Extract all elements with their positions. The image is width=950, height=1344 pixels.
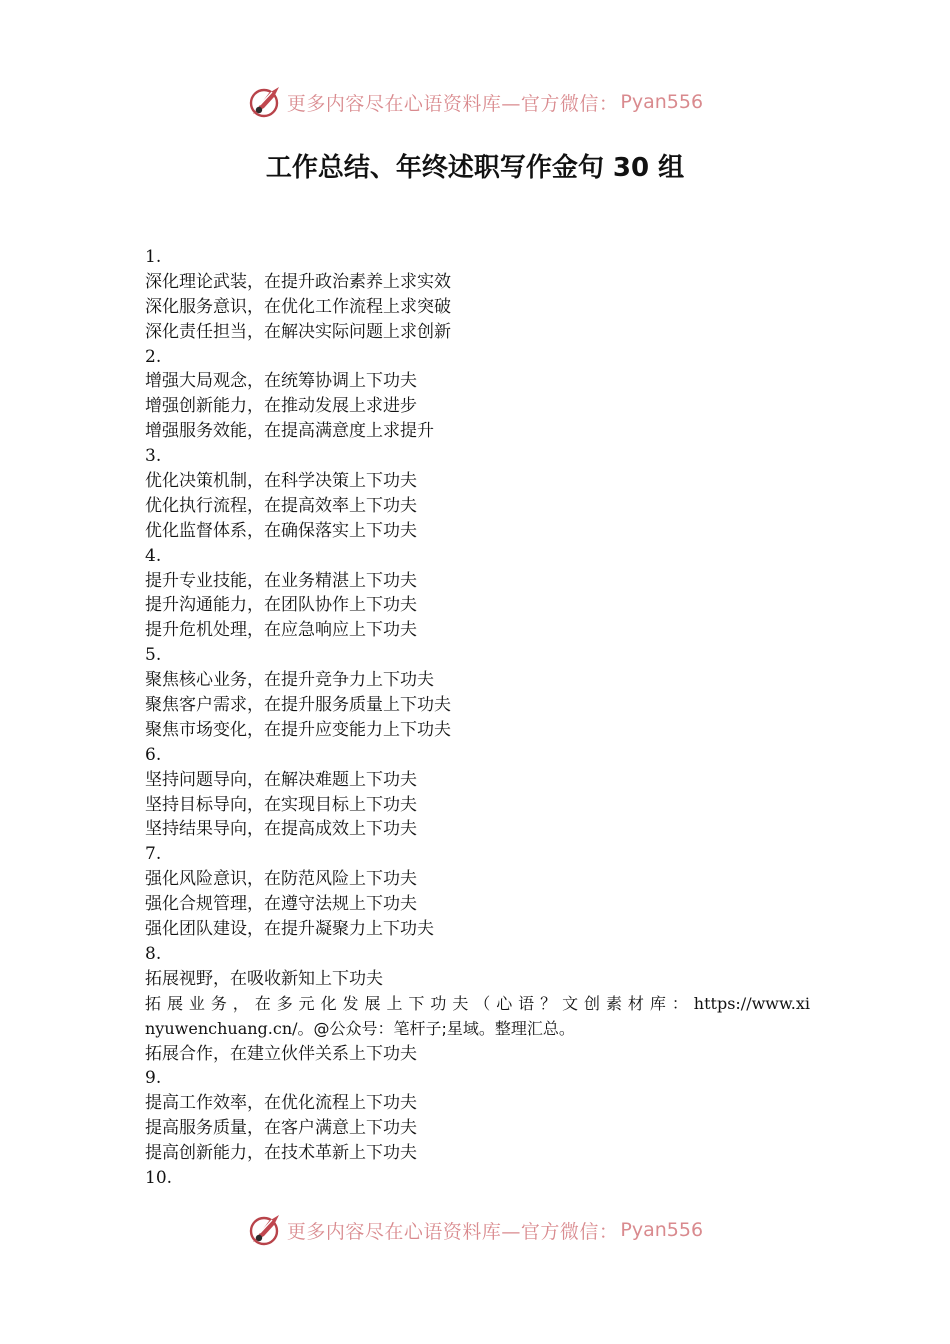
group-number: 4. <box>145 545 162 566</box>
sentence-line: 深化责任担当，在解决实际问题上求创新 <box>145 321 451 342</box>
banner-wechat-id: Pyan556 <box>620 91 704 113</box>
group-number: 5. <box>145 645 162 666</box>
promo-suffix: 。@公众号：笔杆子;星域。整理汇总。 <box>297 1018 575 1038</box>
sentence-line: 提升沟通能力，在团队协作上下功夫 <box>145 595 417 616</box>
group-number: 3. <box>145 446 162 467</box>
sentence-line: 优化决策机制，在科学决策上下功夫 <box>145 471 417 492</box>
group-number: 9. <box>145 1068 162 1089</box>
group-number: 8. <box>145 943 162 964</box>
group-number: 6. <box>145 744 162 765</box>
sentence-line: 提高服务质量，在客户满意上下功夫 <box>145 1118 417 1139</box>
sentence-line: 坚持问题导向，在解决难题上下功夫 <box>145 769 417 790</box>
sentence-line: 拓展视野，在吸收新知上下功夫 <box>145 968 383 989</box>
footer-banner-content <box>247 1212 703 1248</box>
sentence-line: 提升危机处理，在应急响应上下功夫 <box>145 620 417 641</box>
sentence-line: 深化理论武装，在提升政治素养上求实效 <box>145 271 451 292</box>
footer-banner <box>0 1210 950 1250</box>
sentence-line: 拓展合作，在建立伙伴关系上下功夫 <box>145 1043 417 1064</box>
group-number: 1. <box>145 247 162 267</box>
group-number: 2. <box>145 346 162 367</box>
sentence-line: 强化合规管理，在遵守法规上下功夫 <box>145 894 417 915</box>
banner-text: 更多内容尽在心语资料库—官方微信： <box>286 92 619 115</box>
header-banner <box>0 82 950 122</box>
sentence-line: 聚焦客户需求，在提升服务质量上下功夫 <box>145 695 451 716</box>
sentence-line: 优化执行流程，在提高效率上下功夫 <box>145 495 417 516</box>
sentence-line: 聚焦核心业务，在提升竞争力上下功夫 <box>145 670 434 691</box>
sentence-line: 提高工作效率，在优化流程上下功夫 <box>145 1093 417 1114</box>
quill-pen-logo-icon <box>247 1212 283 1248</box>
document-title: 工作总结、年终述职写作金句 30 组 <box>265 153 685 183</box>
sentence-line: 提高创新能力，在技术革新上下功夫 <box>145 1143 417 1164</box>
banner-text: 更多内容尽在心语资料库—官方微信： <box>286 1220 619 1243</box>
sentence-line: 增强大局观念，在统筹协调上下功夫 <box>145 371 417 392</box>
promo-sentence <box>145 992 810 1042</box>
promo-prefix: 拓展业务，在多元化发展上下功夫（心语？文创素材库： <box>145 993 694 1013</box>
banner-wechat-id: Pyan556 <box>620 1219 704 1241</box>
sentence-line: 坚持目标导向，在实现目标上下功夫 <box>145 794 417 815</box>
sentence-line: 提升专业技能，在业务精湛上下功夫 <box>145 570 417 591</box>
sentence-line: 优化监督体系，在确保落实上下功夫 <box>145 520 417 541</box>
sentence-line: 聚焦市场变化，在提升应变能力上下功夫 <box>145 719 451 740</box>
document-body <box>145 245 810 1191</box>
promo-url: https://www.xinyuwenchuang.cn/ <box>145 993 810 1038</box>
quill-pen-logo-icon <box>247 84 283 120</box>
sentence-line: 深化服务意识，在优化工作流程上求突破 <box>145 296 451 317</box>
group-number: 10. <box>145 1167 173 1188</box>
group-number: 7. <box>145 844 162 865</box>
sentence-line: 坚持结果导向，在提高成效上下功夫 <box>145 819 417 840</box>
sentence-line: 强化团队建设，在提升凝聚力上下功夫 <box>145 919 434 940</box>
sentence-line: 强化风险意识，在防范风险上下功夫 <box>145 869 417 890</box>
sentence-line: 增强创新能力，在推动发展上求进步 <box>145 396 417 417</box>
sentence-line: 增强服务效能，在提高满意度上求提升 <box>145 421 434 442</box>
header-banner-content <box>247 84 703 120</box>
